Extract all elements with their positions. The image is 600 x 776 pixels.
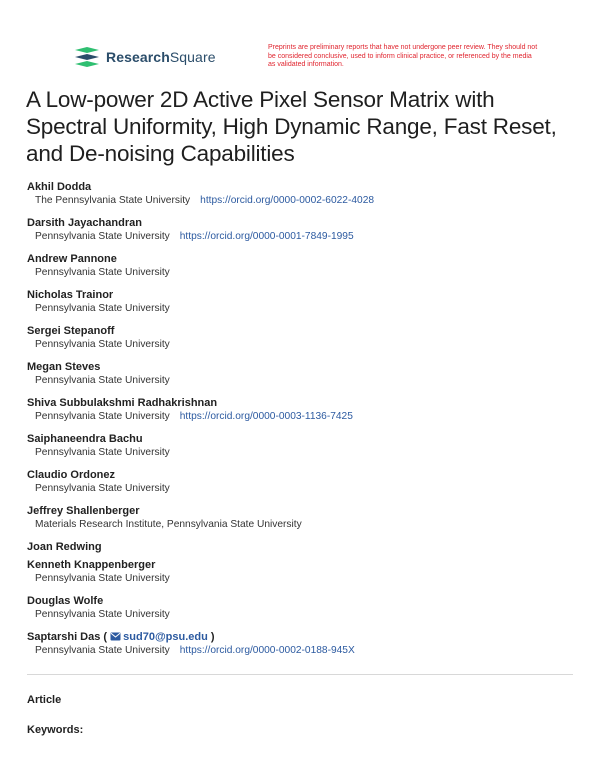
author-name <box>27 397 587 410</box>
logo-wordmark <box>106 49 216 65</box>
orcid-link[interactable]: https://orcid.org/0000-0002-0188-945X <box>179 645 355 656</box>
author-entry <box>27 595 587 621</box>
affiliation-text: Pennsylvania State University <box>35 231 170 242</box>
affiliation-text: Pennsylvania State University <box>35 645 170 656</box>
affiliation-text: Pennsylvania State University <box>35 267 170 278</box>
author-name-text: Nicholas Trainor <box>27 289 114 301</box>
affiliation-text: Pennsylvania State University <box>35 339 170 350</box>
author-entry <box>27 541 587 554</box>
preprint-disclaimer: Preprints are preliminary reports that have not undergone peer review. They should not be considered conclusive, used to inform clinical practice, or referenced by the media as validated information. <box>268 44 538 68</box>
author-email-link[interactable]: sud70@psu.edu <box>123 631 208 643</box>
affiliation-text: Pennsylvania State University <box>35 483 170 494</box>
author-entry <box>27 325 587 351</box>
author-affiliation <box>27 482 587 495</box>
affiliation-text: Pennsylvania State University <box>35 573 170 584</box>
author-entry <box>27 505 587 531</box>
paper-title: A Low-power 2D Active Pixel Sensor Matrix with Spectral Uniformity, High Dynamic Range, Fast Reset, and De-noising Capabilities <box>26 87 557 166</box>
author-affiliation <box>27 230 587 243</box>
affiliation-text: Pennsylvania State University <box>35 447 170 458</box>
affiliation-text: Pennsylvania State University <box>35 609 170 620</box>
author-name <box>27 631 587 644</box>
author-entry <box>27 631 587 657</box>
author-entry <box>27 361 587 387</box>
envelope-icon <box>110 632 121 641</box>
author-affiliation <box>27 644 587 657</box>
author-name <box>27 361 587 374</box>
author-name-text: Akhil Dodda <box>27 181 92 193</box>
orcid-link[interactable]: https://orcid.org/0000-0002-6022-4028 <box>200 195 375 206</box>
author-name <box>27 289 587 302</box>
author-name-text: Darsith Jayachandran <box>27 217 142 229</box>
author-name-text: Saiphaneendra Bachu <box>27 433 143 445</box>
affiliation-text: The Pennsylvania State University <box>35 195 191 206</box>
author-name <box>27 325 587 338</box>
author-name-text: Claudio Ordonez <box>27 469 115 481</box>
author-affiliation <box>27 338 587 351</box>
author-name-text: Shiva Subbulakshmi Radhakrishnan <box>27 397 218 409</box>
author-name <box>27 505 587 518</box>
affiliation-text: Materials Research Institute, Pennsylvania State University <box>35 519 302 530</box>
orcid-link[interactable]: https://orcid.org/0000-0001-7849-1995 <box>179 231 354 242</box>
author-name <box>27 217 587 230</box>
article-type: Article <box>27 694 62 706</box>
affiliation-text: Pennsylvania State University <box>35 375 170 386</box>
author-affiliation <box>27 194 587 207</box>
research-square-logo[interactable] <box>74 46 216 68</box>
author-name <box>27 559 587 572</box>
logo-word-square: Square <box>169 49 216 65</box>
author-list <box>27 181 587 667</box>
author-email-wrapper: ( sud70@psu.edu ) <box>100 631 215 643</box>
keywords-label: Keywords: <box>27 724 84 736</box>
author-name-text: Douglas Wolfe <box>27 595 104 607</box>
author-entry <box>27 397 587 423</box>
author-entry <box>27 559 587 585</box>
author-name <box>27 181 587 194</box>
author-affiliation <box>27 410 587 423</box>
author-name <box>27 253 587 266</box>
author-entry <box>27 217 587 243</box>
author-name-text: Saptarshi Das <box>27 631 101 643</box>
author-affiliation <box>27 572 587 585</box>
author-name-text: Andrew Pannone <box>27 253 117 265</box>
author-name-text: Jeffrey Shallenberger <box>27 505 140 517</box>
author-affiliation <box>27 608 587 621</box>
author-entry <box>27 469 587 495</box>
author-entry <box>27 433 587 459</box>
author-affiliation <box>27 374 587 387</box>
author-name <box>27 433 587 446</box>
author-affiliation <box>27 302 587 315</box>
author-name-text: Megan Steves <box>27 361 101 373</box>
author-entry <box>27 289 587 315</box>
author-name <box>27 595 587 608</box>
author-name-text: Sergei Stepanoff <box>27 325 115 337</box>
author-name-text: Joan Redwing <box>27 541 102 553</box>
research-square-logo-icon <box>74 46 100 68</box>
author-name <box>27 541 587 554</box>
author-entry <box>27 181 587 207</box>
section-divider <box>27 674 573 675</box>
author-name-text: Kenneth Knappenberger <box>27 559 156 571</box>
affiliation-text: Pennsylvania State University <box>35 303 170 314</box>
logo-word-research: Research <box>106 49 170 65</box>
author-name <box>27 469 587 482</box>
author-affiliation <box>27 518 587 531</box>
author-entry <box>27 253 587 279</box>
orcid-link[interactable]: https://orcid.org/0000-0003-1136-7425 <box>179 411 353 422</box>
affiliation-text: Pennsylvania State University <box>35 411 170 422</box>
author-affiliation <box>27 266 587 279</box>
author-affiliation <box>27 446 587 459</box>
